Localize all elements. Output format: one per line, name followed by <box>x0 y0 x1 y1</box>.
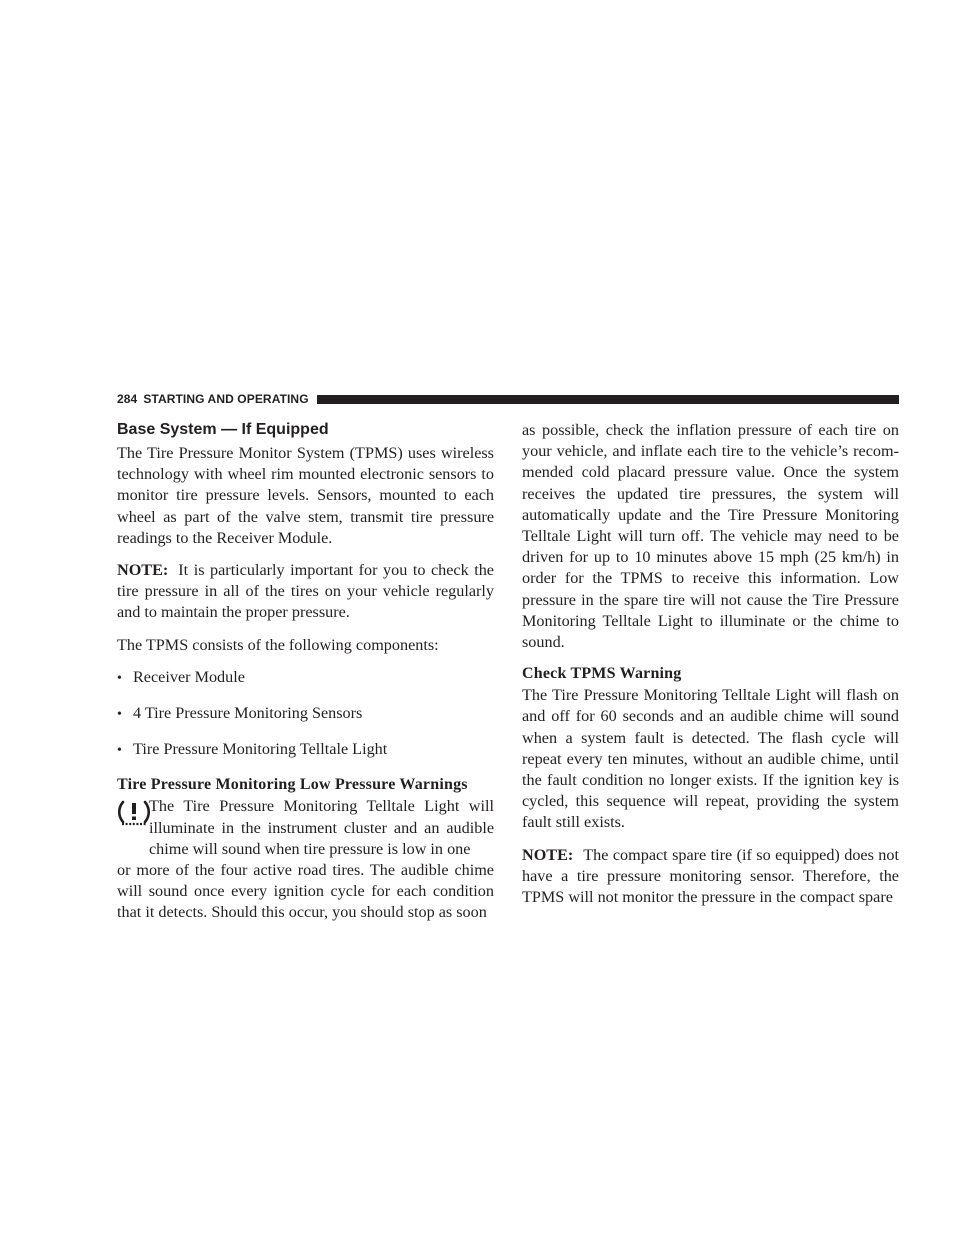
spare-note-paragraph <box>522 845 899 909</box>
check-tpms-heading: Check TPMS Warning <box>522 665 682 683</box>
running-header <box>117 391 899 407</box>
note-label: NOTE: <box>117 561 169 580</box>
note-paragraph <box>117 560 494 624</box>
section-title: STARTING AND OPERATING <box>143 392 309 406</box>
list-item <box>117 703 494 725</box>
section-heading-base-system: Base System — If Equipped <box>117 421 329 438</box>
components-intro: The TPMS consists of the following components: <box>117 635 439 654</box>
components-list <box>117 667 494 762</box>
list-item <box>117 667 494 689</box>
warnings-indented-text: The Tire Pressure Monitoring Telltale Light will illuminate in the instrument cluster and an audible chime will sound when tire pressure is low in one <box>149 797 494 858</box>
page-number: 284 <box>117 392 138 406</box>
continued-paragraph: as possible, check the inflation pressure of each tire on your vehicle, and inflate each tire to the vehicle’s recom-mended cold placard pressure value. Once the system receives the updated tire pressures, the system will automatically update and the Tire Pressure Monitoring Telltale Light will turn off. The vehicle may need to be driven for up to 10 minutes above 15 mph (25 km/h) in order for the TPMS to receive this information. Low pressure in the spare tire will not cause the Tire Pressure Monitoring Telltale Light to illuminate or the chime to sound. <box>522 421 899 652</box>
list-item-text: 4 Tire Pressure Monitoring Sensors <box>133 704 363 723</box>
intro-paragraph: The Tire Pressure Monitor System (TPMS) uses wireless technology with wheel rim mounted electronic sensors to monitor tire pressure levels. Sensors, mounted to each wheel as part of the valve stem, transmit tire pressure readings to the Receiver Module. <box>117 444 494 547</box>
list-item <box>117 739 494 761</box>
warnings-heading: Tire Pressure Monitoring Low Pressure Warnings <box>117 776 468 794</box>
header-rule <box>317 395 899 404</box>
tire-pressure-warning-icon <box>117 798 151 828</box>
bullet-icon: • <box>117 707 122 723</box>
note-text: The compact spare tire (if so equipped) does not have a tire pressure monitoring sensor. Therefore, the TPMS will not monitor the pressure in the compact spare <box>522 845 899 907</box>
note-text: It is particularly important for you to check the tire pressure in all of the tires on your vehicle regularly and to maintain the proper pressure. <box>117 561 494 622</box>
warning-block <box>117 796 494 923</box>
left-column <box>117 420 494 935</box>
bullet-icon: • <box>117 670 122 686</box>
bullet-icon: • <box>117 743 122 759</box>
right-column <box>522 420 899 919</box>
warnings-flow-text: or more of the four active road tires. The audible chime will sound once every ignition cycle for each condition that it detects. Should this occur, you should stop as soon <box>117 861 494 922</box>
check-tpms-paragraph: The Tire Pressure Monitoring Telltale Light will flash on and off for 60 seconds and an audible chime will sound when a system fault is detected. The flash cycle will repeat every ten minutes, without an audible chime, until the fault condition no longer exists. If the ignition key is cycled, this sequence will repeat, providing the system fault still exists. <box>522 686 899 832</box>
note-label: NOTE: <box>522 845 574 864</box>
list-item-text: Tire Pressure Monitoring Telltale Light <box>133 740 388 759</box>
list-item-text: Receiver Module <box>133 667 245 686</box>
